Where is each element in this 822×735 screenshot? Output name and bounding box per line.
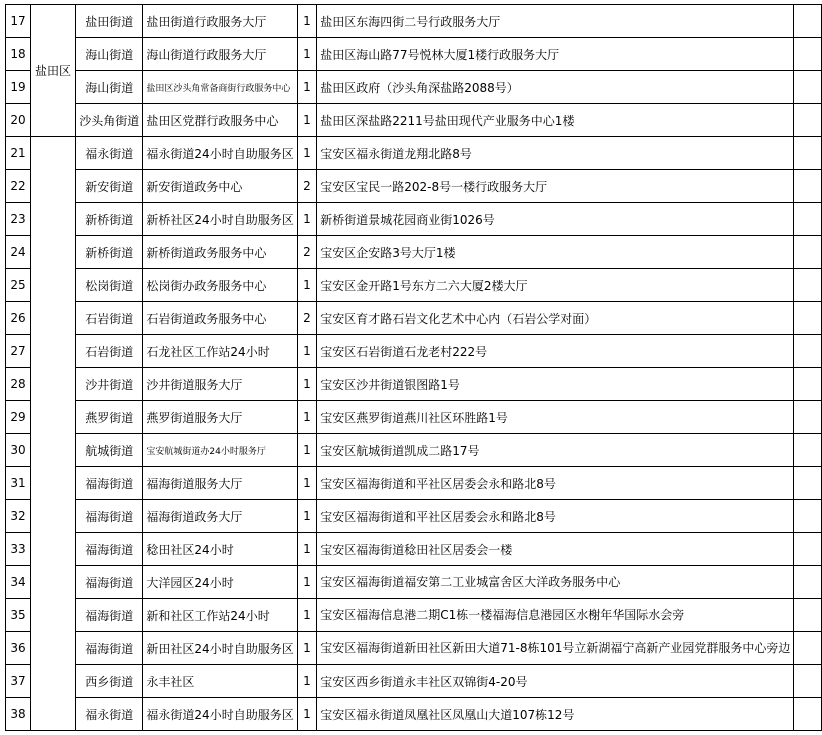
district-cell (30, 137, 75, 731)
address-cell: 宝安区福海街道稔田社区居委会一楼 (317, 533, 794, 566)
address-cell: 宝安区航城街道凯成二路17号 (317, 434, 794, 467)
table-row (6, 335, 822, 368)
address-cell: 宝安区福永街道凤凰社区凤凰山大道107栋12号 (317, 698, 794, 731)
address-cell: 宝安区石岩街道石龙老村222号 (317, 335, 794, 368)
address-cell: 盐田区政府（沙头角深盐路2088号） (317, 71, 794, 104)
street-cell: 海山街道 (75, 71, 142, 104)
address-cell: 宝安区金开路1号东方二六大厦2楼大厅 (317, 269, 794, 302)
row-number: 30 (6, 434, 31, 467)
street-cell: 盐田街道 (75, 5, 142, 38)
note-cell (794, 665, 822, 698)
note-cell (794, 269, 822, 302)
table-row (6, 500, 822, 533)
street-cell: 石岩街道 (75, 335, 142, 368)
note-cell (794, 137, 822, 170)
row-number: 35 (6, 599, 31, 632)
note-cell (794, 170, 822, 203)
note-cell (794, 38, 822, 71)
address-cell: 宝安区福海街道福安第二工业城富舍区大洋政务服务中心 (317, 566, 794, 599)
service-name-cell: 新田社区24小时自助服务区 (143, 632, 297, 665)
row-number: 34 (6, 566, 31, 599)
street-cell: 福海街道 (75, 599, 142, 632)
table-row (6, 170, 822, 203)
table-row (6, 104, 822, 137)
address-cell: 宝安区福海信息港二期C1栋一楼福海信息港园区水榭年华国际水会旁 (317, 599, 794, 632)
note-cell (794, 467, 822, 500)
table-row (6, 269, 822, 302)
table-row (6, 599, 822, 632)
window-count-cell: 1 (297, 71, 317, 104)
row-number: 22 (6, 170, 31, 203)
window-count-cell: 2 (297, 170, 317, 203)
note-cell (794, 632, 822, 665)
address-cell: 盐田区海山路77号悦林大厦1楼行政服务大厅 (317, 38, 794, 71)
row-number: 28 (6, 368, 31, 401)
note-cell (794, 533, 822, 566)
service-name-cell: 石岩街道政务服务中心 (143, 302, 297, 335)
note-cell (794, 599, 822, 632)
table-row (6, 632, 822, 665)
table-row (6, 368, 822, 401)
street-cell: 福海街道 (75, 566, 142, 599)
service-name-cell: 海山街道行政服务大厅 (143, 38, 297, 71)
service-name-cell: 福海街道政务大厅 (143, 500, 297, 533)
service-name-cell: 新安街道政务中心 (143, 170, 297, 203)
window-count-cell: 2 (297, 236, 317, 269)
window-count-cell: 1 (297, 434, 317, 467)
table-row (6, 566, 822, 599)
table-row (6, 71, 822, 104)
window-count-cell: 1 (297, 203, 317, 236)
service-name-cell: 新桥社区24小时自助服务区 (143, 203, 297, 236)
window-count-cell: 1 (297, 368, 317, 401)
service-name-cell: 福永街道24小时自助服务区 (143, 137, 297, 170)
window-count-cell: 1 (297, 566, 317, 599)
window-count-cell: 1 (297, 137, 317, 170)
service-name-cell: 永丰社区 (143, 665, 297, 698)
row-number: 38 (6, 698, 31, 731)
note-cell (794, 566, 822, 599)
street-cell: 海山街道 (75, 38, 142, 71)
note-cell (794, 104, 822, 137)
service-name-cell: 新桥街道政务服务中心 (143, 236, 297, 269)
table-row (6, 467, 822, 500)
row-number: 19 (6, 71, 31, 104)
note-cell (794, 236, 822, 269)
address-cell: 宝安区沙井街道银图路1号 (317, 368, 794, 401)
table-row (6, 401, 822, 434)
row-number: 33 (6, 533, 31, 566)
table-row (6, 236, 822, 269)
note-cell (794, 203, 822, 236)
service-name-cell: 石龙社区工作站24小时 (143, 335, 297, 368)
street-cell: 新桥街道 (75, 236, 142, 269)
service-name-cell: 盐田街道行政服务大厅 (143, 5, 297, 38)
street-cell: 新安街道 (75, 170, 142, 203)
table-row (6, 665, 822, 698)
table-row (6, 434, 822, 467)
service-name-cell: 稔田社区24小时 (143, 533, 297, 566)
address-cell: 盐田区深盐路2211号盐田现代产业服务中心1楼 (317, 104, 794, 137)
window-count-cell: 1 (297, 632, 317, 665)
window-count-cell: 1 (297, 665, 317, 698)
note-cell (794, 368, 822, 401)
address-cell: 新桥街道景城花园商业街1026号 (317, 203, 794, 236)
address-cell: 宝安区福海街道新田社区新田大道71-8栋101号立新湖福宁高新产业园党群服务中心旁边 (317, 632, 794, 665)
row-number: 17 (6, 5, 31, 38)
note-cell (794, 434, 822, 467)
row-number: 31 (6, 467, 31, 500)
row-number: 36 (6, 632, 31, 665)
row-number: 21 (6, 137, 31, 170)
window-count-cell: 1 (297, 533, 317, 566)
address-cell: 宝安区福永街道龙翔北路8号 (317, 137, 794, 170)
window-count-cell: 1 (297, 467, 317, 500)
row-number: 24 (6, 236, 31, 269)
address-cell: 宝安区福海街道和平社区居委会永和路北8号 (317, 467, 794, 500)
row-number: 29 (6, 401, 31, 434)
street-cell: 福海街道 (75, 632, 142, 665)
note-cell (794, 698, 822, 731)
street-cell: 福海街道 (75, 467, 142, 500)
table-row (6, 137, 822, 170)
address-cell: 宝安区西乡街道永丰社区双锦街4-20号 (317, 665, 794, 698)
street-cell: 燕罗街道 (75, 401, 142, 434)
service-locations-table (5, 4, 822, 731)
window-count-cell: 1 (297, 698, 317, 731)
note-cell (794, 5, 822, 38)
street-cell: 福永街道 (75, 698, 142, 731)
address-cell: 宝安区育才路石岩文化艺术中心内（石岩公学对面） (317, 302, 794, 335)
table-row (6, 5, 822, 38)
service-name-cell: 盐田区党群行政服务中心 (143, 104, 297, 137)
row-number: 37 (6, 665, 31, 698)
window-count-cell: 1 (297, 269, 317, 302)
service-name-cell: 宝安航城街道办24小时服务厅 (143, 434, 297, 467)
row-number: 23 (6, 203, 31, 236)
street-cell: 松岗街道 (75, 269, 142, 302)
table-row (6, 698, 822, 731)
window-count-cell: 1 (297, 500, 317, 533)
row-number: 18 (6, 38, 31, 71)
district-cell: 盐田区 (30, 5, 75, 137)
table-row (6, 38, 822, 71)
address-cell: 盐田区东海四街二号行政服务大厅 (317, 5, 794, 38)
window-count-cell: 2 (297, 302, 317, 335)
street-cell: 新桥街道 (75, 203, 142, 236)
street-cell: 福海街道 (75, 500, 142, 533)
service-name-cell: 燕罗街道服务大厅 (143, 401, 297, 434)
note-cell (794, 302, 822, 335)
service-name-cell: 沙井街道服务大厅 (143, 368, 297, 401)
row-number: 27 (6, 335, 31, 368)
note-cell (794, 335, 822, 368)
window-count-cell: 1 (297, 335, 317, 368)
window-count-cell: 1 (297, 38, 317, 71)
note-cell (794, 401, 822, 434)
service-name-cell: 新和社区工作站24小时 (143, 599, 297, 632)
service-name-cell: 松岗街办政务服务中心 (143, 269, 297, 302)
table-row (6, 533, 822, 566)
window-count-cell: 1 (297, 599, 317, 632)
service-name-cell: 大洋园区24小时 (143, 566, 297, 599)
address-cell: 宝安区宝民一路202-8号一楼行政服务大厅 (317, 170, 794, 203)
row-number: 26 (6, 302, 31, 335)
window-count-cell: 1 (297, 401, 317, 434)
window-count-cell: 1 (297, 104, 317, 137)
street-cell: 沙井街道 (75, 368, 142, 401)
service-name-cell: 盐田区沙头角常备商街行政服务中心 (143, 71, 297, 104)
service-name-cell: 福海街道服务大厅 (143, 467, 297, 500)
address-cell: 宝安区燕罗街道燕川社区环胜路1号 (317, 401, 794, 434)
service-name-cell: 福永街道24小时自助服务区 (143, 698, 297, 731)
row-number: 32 (6, 500, 31, 533)
row-number: 25 (6, 269, 31, 302)
row-number: 20 (6, 104, 31, 137)
table-row (6, 302, 822, 335)
street-cell: 西乡街道 (75, 665, 142, 698)
window-count-cell: 1 (297, 5, 317, 38)
table-row (6, 203, 822, 236)
street-cell: 福永街道 (75, 137, 142, 170)
address-cell: 宝安区福海街道和平社区居委会永和路北8号 (317, 500, 794, 533)
street-cell: 沙头角街道 (75, 104, 142, 137)
street-cell: 石岩街道 (75, 302, 142, 335)
street-cell: 航城街道 (75, 434, 142, 467)
address-cell: 宝安区企安路3号大厅1楼 (317, 236, 794, 269)
note-cell (794, 500, 822, 533)
note-cell (794, 71, 822, 104)
street-cell: 福海街道 (75, 533, 142, 566)
